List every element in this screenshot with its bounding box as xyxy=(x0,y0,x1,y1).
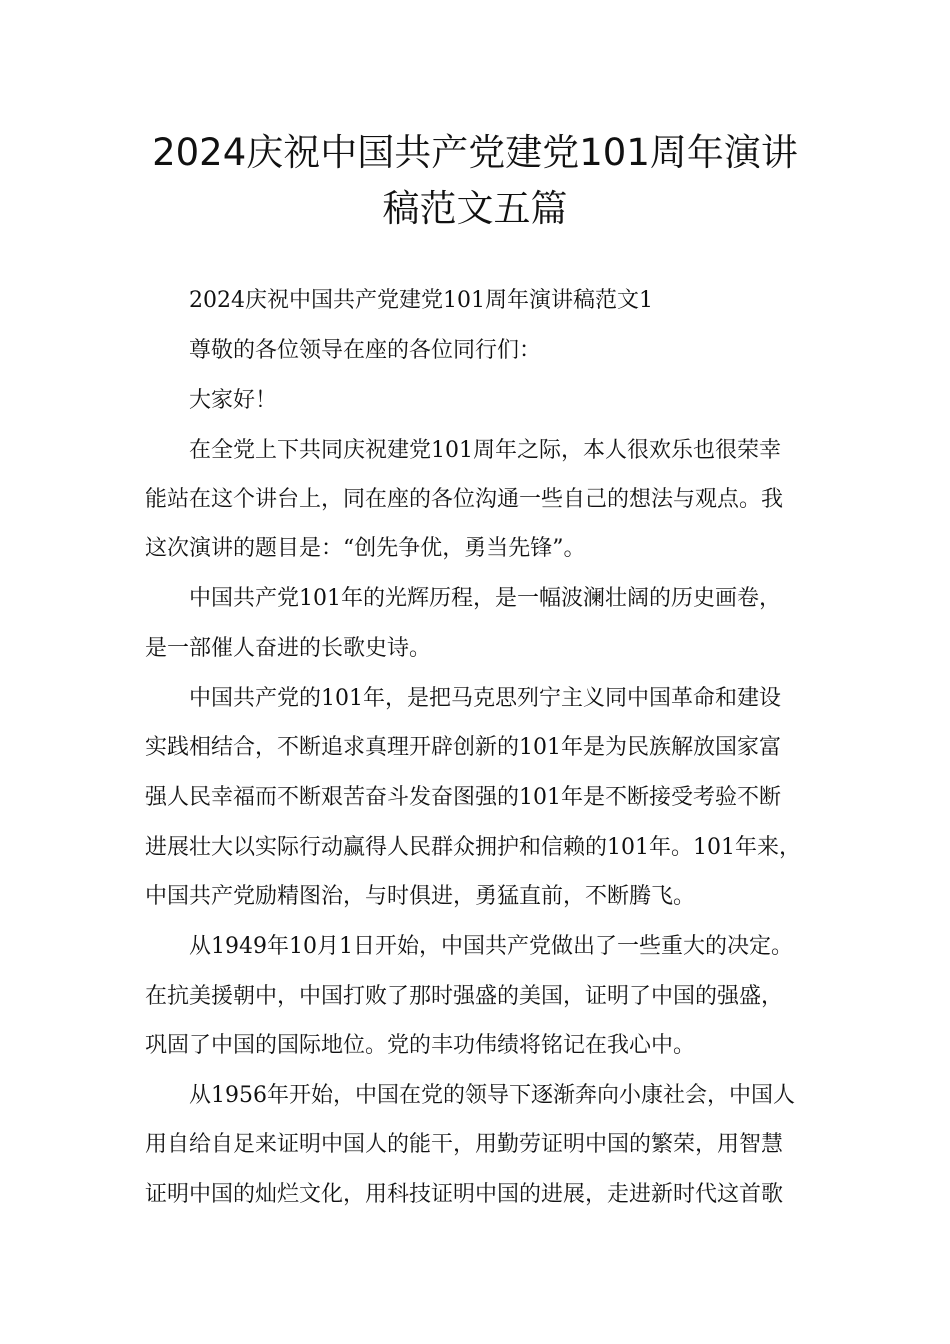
paragraph-line: 进展壮大以实际行动赢得人民群众拥护和信赖的101年。101年来， xyxy=(145,835,801,860)
paragraph-line: 在全党上下共同庆祝建党101周年之际，本人很欢乐也很荣幸 xyxy=(189,438,781,463)
paragraph-line: 强人民幸福而不断艰苦奋斗发奋图强的101年是不断接受考验不断 xyxy=(145,785,781,810)
paragraph-line: 从1949年10月1日开始，中国共产党做出了一些重大的决定。 xyxy=(189,934,793,959)
title-line-1: 2024庆祝中国共产党建党101周年演讲 xyxy=(152,131,798,174)
paragraph-line: 能站在这个讲台上，同在座的各位沟通一些自己的想法与观点。我 xyxy=(145,487,784,512)
paragraph-line: 在抗美援朝中，中国打败了那时强盛的美国，证明了中国的强盛， xyxy=(145,984,784,1009)
salutation: 尊敬的各位领导在座的各位同行们： xyxy=(189,338,542,363)
greeting: 大家好！ xyxy=(189,388,278,413)
paragraph-line: 中国共产党励精图治，与时俱进，勇猛直前，不断腾飞。 xyxy=(145,884,696,909)
title-line-2: 稿范文五篇 xyxy=(382,187,568,230)
paragraph-line: 这次演讲的题目是：“创先争优，勇当先锋”。 xyxy=(145,536,586,561)
section-heading: 2024庆祝中国共产党建党101周年演讲稿范文1 xyxy=(189,288,653,313)
paragraph-line: 证明中国的灿烂文化，用科技证明中国的进展，走进新时代这首歌 xyxy=(145,1182,784,1207)
paragraph-line: 是一部催人奋进的长歌史诗。 xyxy=(145,636,432,661)
paragraph-line: 从1956年开始，中国在党的领导下逐渐奔向小康社会，中国人 xyxy=(189,1083,795,1108)
paragraph-line: 用自给自足来证明中国人的能干，用勤劳证明中国的繁荣，用智慧 xyxy=(145,1132,784,1157)
paragraph-line: 中国共产党的101年，是把马克思列宁主义同中国革命和建设 xyxy=(189,686,781,711)
paragraph-line: 实践相结合，不断追求真理开辟创新的101年是为民族解放国家富 xyxy=(145,735,781,760)
paragraph-line: 巩固了中国的国际地位。党的丰功伟绩将铭记在我心中。 xyxy=(145,1033,696,1058)
paragraph-line: 中国共产党101年的光辉历程，是一幅波澜壮阔的历史画卷， xyxy=(189,586,781,611)
document-title xyxy=(100,125,850,237)
